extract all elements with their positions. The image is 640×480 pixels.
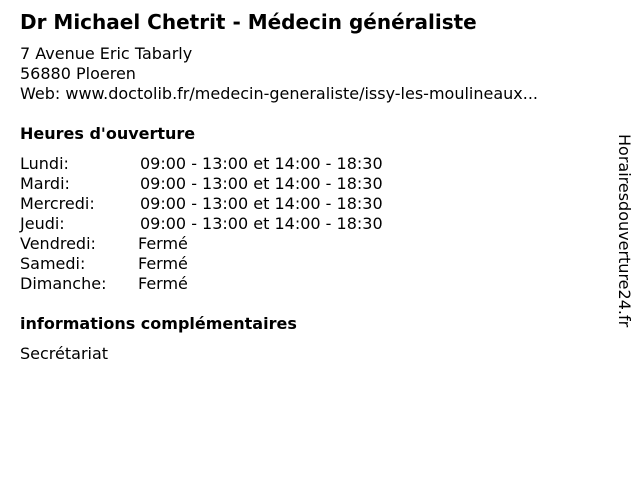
hours-heading: Heures d'ouverture — [20, 124, 196, 143]
day-label: Dimanche: — [20, 274, 107, 293]
time-value: Fermé — [138, 274, 188, 293]
day-label: Mardi: — [20, 174, 70, 193]
day-label: Samedi: — [20, 254, 86, 273]
time-value: Fermé — [138, 234, 188, 253]
day-label: Lundi: — [20, 154, 69, 173]
day-label: Vendredi: — [20, 234, 96, 253]
info-heading: informations complémentaires — [20, 314, 297, 333]
day-label: Jeudi: — [20, 214, 65, 233]
address-city: 56880 Ploeren — [20, 64, 136, 83]
info-text: Secrétariat — [20, 344, 109, 363]
time-value: Fermé — [138, 254, 188, 273]
day-label: Mercredi: — [20, 194, 95, 213]
time-value: 09:00 - 13:00 et 14:00 - 18:30 — [140, 174, 383, 193]
time-value: 09:00 - 13:00 et 14:00 - 18:30 — [140, 214, 383, 233]
page-title: Dr Michael Chetrit - Médecin généraliste — [20, 10, 477, 34]
time-value: 09:00 - 13:00 et 14:00 - 18:30 — [140, 154, 383, 173]
time-value: 09:00 - 13:00 et 14:00 - 18:30 — [140, 194, 383, 213]
address-street: 7 Avenue Eric Tabarly — [20, 44, 193, 63]
address-block — [20, 44, 538, 104]
site-watermark: Horairesdouverture24.fr — [615, 134, 634, 328]
website-link[interactable]: Web: www.doctolib.fr/medecin-generaliste/issy-les-moulineaux... — [20, 84, 538, 103]
